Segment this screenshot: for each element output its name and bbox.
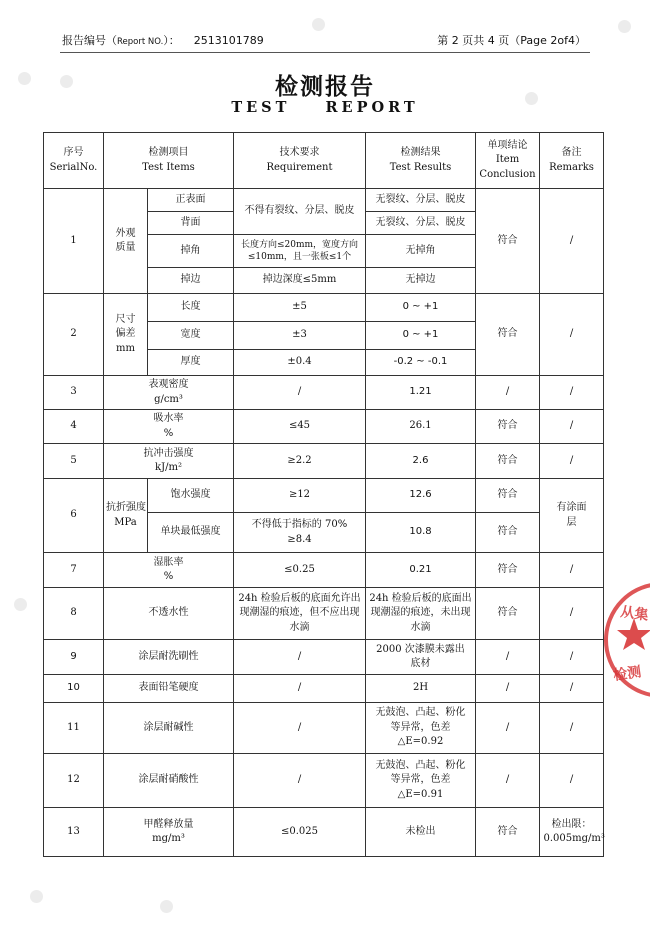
requirement-cell: ±3 (234, 322, 366, 350)
serial-cell: 4 (44, 410, 104, 444)
remarks-cell: / (540, 640, 604, 675)
serial-cell: 8 (44, 588, 104, 640)
table-row (44, 444, 604, 479)
requirement-cell: ±0.4 (234, 350, 366, 376)
watermark-dot (60, 75, 73, 88)
result-cell: 无裂纹、分层、脱皮 (366, 212, 476, 235)
remarks-cell: 检出限：0.005mg/m³ (540, 808, 604, 857)
remarks-cell: / (540, 189, 604, 294)
item-cell: 抗冲击强度 kJ/m² (104, 444, 234, 479)
serial-cell: 12 (44, 754, 104, 808)
table-row (44, 588, 604, 640)
header-results: 检测结果 Test Results (366, 133, 476, 189)
result-cell: 0 ~ +1 (366, 294, 476, 322)
result-cell: 无裂纹、分层、脱皮 (366, 189, 476, 212)
watermark-dot (160, 900, 173, 913)
requirement-cell: ≥2.2 (234, 444, 366, 479)
serial-cell: 5 (44, 444, 104, 479)
item-cell: 表面铅笔硬度 (104, 675, 234, 703)
result-cell: 0.21 (366, 553, 476, 588)
header-remarks: 备注 Remarks (540, 133, 604, 189)
requirement-cell: ≤0.025 (234, 808, 366, 857)
table-row (44, 376, 604, 410)
table-row (44, 294, 604, 322)
item-cell: 表观密度 g/cm³ (104, 376, 234, 410)
result-cell: 无鼓泡、凸起、粉化等异常，色差△E=0.91 (366, 754, 476, 808)
result-cell: 未检出 (366, 808, 476, 857)
report-no-label-en: Report NO. (117, 37, 164, 47)
requirement-cell: / (234, 754, 366, 808)
result-cell: 无鼓泡、凸起、粉化等异常，色差△E=0.92 (366, 703, 476, 754)
conclusion-cell: 符合 (476, 189, 540, 294)
item-cell: 涂层耐硝酸性 (104, 754, 234, 808)
result-cell: 12.6 (366, 479, 476, 513)
serial-cell: 2 (44, 294, 104, 376)
result-cell: 2000 次漆膜未露出底材 (366, 640, 476, 675)
table-header-row (44, 133, 604, 189)
watermark-dot (18, 72, 31, 85)
subitem-cell: 单块最低强度 (148, 513, 234, 553)
page-indicator: 第 2 页共 4 页（Page 2of4） (437, 34, 586, 47)
result-cell: 无掉角 (366, 235, 476, 268)
requirement-cell: ≥12 (234, 479, 366, 513)
requirement-cell: / (234, 675, 366, 703)
remarks-cell: / (540, 588, 604, 640)
serial-cell: 3 (44, 376, 104, 410)
subitem-cell: 正表面 (148, 189, 234, 212)
item-cell: 抗折强度 MPa (104, 479, 148, 553)
item-cell: 湿胀率 % (104, 553, 234, 588)
table-row (44, 675, 604, 703)
page-title-en: TEST REPORT (231, 99, 419, 116)
report-no-label-zh: 报告编号（ (62, 34, 117, 47)
requirement-cell: 长度方向≤20mm，宽度方向≤10mm，且一张板≤1个 (234, 235, 366, 268)
result-cell: 24h 检验后板的底面出现潮湿的痕迹，未出现水滴 (366, 588, 476, 640)
table-row (44, 754, 604, 808)
subitem-cell: 掉边 (148, 268, 234, 294)
requirement-cell: 不得有裂纹、分层、脱皮 (234, 189, 366, 235)
remarks-cell: / (540, 376, 604, 410)
conclusion-cell: 符合 (476, 553, 540, 588)
table-row (44, 189, 604, 212)
result-cell: -0.2 ~ -0.1 (366, 350, 476, 376)
item-cell: 尺寸偏差mm (104, 294, 148, 376)
result-cell: 无掉边 (366, 268, 476, 294)
result-cell: 26.1 (366, 410, 476, 444)
requirement-cell: ≤45 (234, 410, 366, 444)
conclusion-cell: / (476, 754, 540, 808)
page-title: 检测报告 (275, 74, 375, 100)
subitem-cell: 掉角 (148, 235, 234, 268)
watermark-dot (14, 598, 27, 611)
subitem-cell: 长度 (148, 294, 234, 322)
subitem-cell: 厚度 (148, 350, 234, 376)
watermark-dot (525, 92, 538, 105)
requirement-cell: 不得低于指标的 70% ≥8.4 (234, 513, 366, 553)
result-cell: 1.21 (366, 376, 476, 410)
serial-cell: 1 (44, 189, 104, 294)
conclusion-cell: 符合 (476, 479, 540, 513)
requirement-cell: / (234, 703, 366, 754)
serial-cell: 7 (44, 553, 104, 588)
conclusion-cell: 符合 (476, 588, 540, 640)
remarks-cell: / (540, 444, 604, 479)
serial-cell: 10 (44, 675, 104, 703)
remarks-cell: / (540, 553, 604, 588)
subitem-cell: 背面 (148, 212, 234, 235)
remarks-cell: / (540, 410, 604, 444)
conclusion-cell: / (476, 376, 540, 410)
conclusion-cell: / (476, 640, 540, 675)
item-cell: 外观质量 (104, 189, 148, 294)
item-cell: 涂层耐洗刷性 (104, 640, 234, 675)
report-no-label-close: ）： (163, 34, 180, 47)
table-row (44, 479, 604, 513)
remarks-cell: / (540, 754, 604, 808)
remarks-cell: / (540, 675, 604, 703)
remarks-cell: 有涂面层 (540, 479, 604, 553)
serial-cell: 9 (44, 640, 104, 675)
item-cell: 涂层耐碱性 (104, 703, 234, 754)
subitem-cell: 宽度 (148, 322, 234, 350)
result-cell: 2H (366, 675, 476, 703)
serial-cell: 6 (44, 479, 104, 553)
table-row (44, 808, 604, 857)
requirement-cell: ±5 (234, 294, 366, 322)
conclusion-cell: 符合 (476, 294, 540, 376)
conclusion-cell: / (476, 703, 540, 754)
conclusion-cell: 符合 (476, 808, 540, 857)
item-cell: 不透水性 (104, 588, 234, 640)
serial-cell: 13 (44, 808, 104, 857)
svg-text:从集: 从集 (619, 604, 650, 624)
table-row (44, 410, 604, 444)
header-divider (60, 52, 590, 53)
serial-cell: 11 (44, 703, 104, 754)
requirement-cell: 24h 检验后板的底面允许出现潮湿的痕迹，但不应出现水滴 (234, 588, 366, 640)
remarks-cell: / (540, 703, 604, 754)
table-row (44, 553, 604, 588)
report-table (43, 132, 604, 857)
conclusion-cell: / (476, 675, 540, 703)
report-no-value: 2513101789 (193, 34, 264, 47)
result-cell: 10.8 (366, 513, 476, 553)
item-cell: 吸水率 % (104, 410, 234, 444)
result-cell: 2.6 (366, 444, 476, 479)
subitem-cell: 饱水强度 (148, 479, 234, 513)
conclusion-cell: 符合 (476, 513, 540, 553)
requirement-cell: / (234, 376, 366, 410)
requirement-cell: ≤0.25 (234, 553, 366, 588)
conclusion-cell: 符合 (476, 444, 540, 479)
header-serial: 序号 SerialNo. (44, 133, 104, 189)
result-cell: 0 ~ +1 (366, 322, 476, 350)
table-row (44, 640, 604, 675)
header-conclusion: 单项结论 Item Conclusion (476, 133, 540, 189)
requirement-cell: / (234, 640, 366, 675)
header-requirement: 技术要求 Requirement (234, 133, 366, 189)
watermark-dot (312, 18, 325, 31)
remarks-cell: / (540, 294, 604, 376)
report-number (62, 32, 264, 48)
watermark-dot (30, 890, 43, 903)
watermark-dot (618, 20, 631, 33)
inspection-seal-stamp (600, 578, 650, 708)
svg-text:检测: 检测 (612, 664, 643, 684)
table-row (44, 703, 604, 754)
item-cell: 甲醛释放量 mg/m³ (104, 808, 234, 857)
conclusion-cell: 符合 (476, 410, 540, 444)
requirement-cell: 掉边深度≤5mm (234, 268, 366, 294)
header-items: 检测项目 Test Items (104, 133, 234, 189)
